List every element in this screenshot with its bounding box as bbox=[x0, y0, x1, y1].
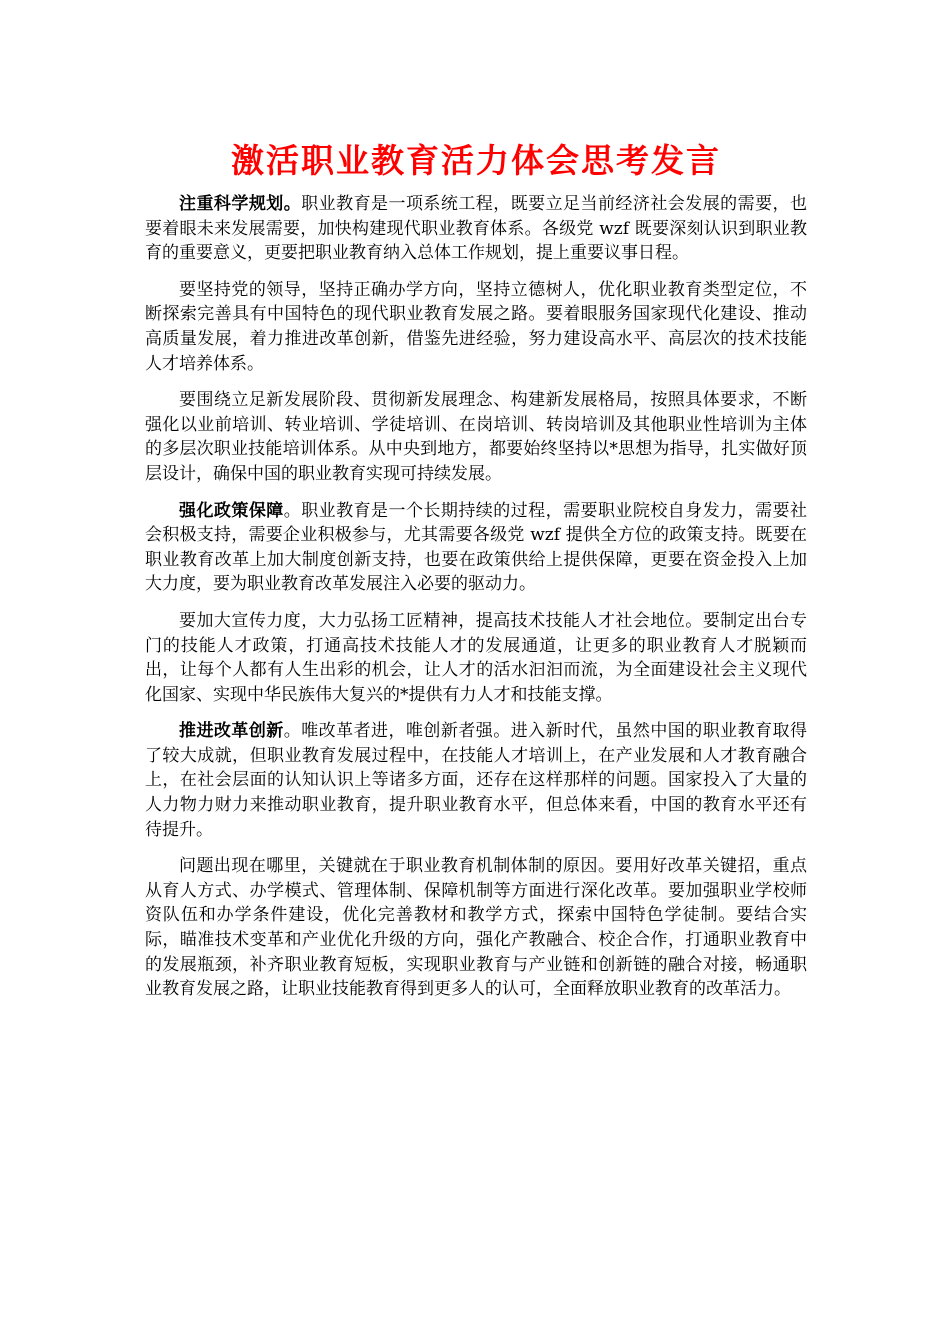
paragraph-1 bbox=[145, 192, 807, 266]
paragraph-text-4: 。职业教育是一个长期持续的过程，需要职业院校自身发力，需要社会积极支持，需要企业积极参与，尤其需要各级党 wzf 提供全方位的政策支持。既要在职业教育改革上加大制度创新支持，也要在政策供给上提供保障，更要在资金投入上加大力度，要为职业教育改革发展注入必要的驱动力。 bbox=[145, 500, 808, 595]
paragraph-2 bbox=[145, 278, 807, 376]
paragraph-text-7: 问题出现在哪里，关键就在于职业教育机制体制的原因。要用好改革关键招，重点从育人方式、办学模式、管理体制、保障机制等方面进行深化改革。要加强职业学校师资队伍和办学条件建设，优化完善教材和教学方式，探索中国特色学徒制。要结合实际，瞄准技术变革和产业优化升级的方向，强化产教融合、校企合作，打通职业教育中的发展瓶颈，补齐职业教育短板，实现职业教育与产业链和创新链的融合对接，畅通职业教育发展之路，让职业技能教育得到更多人的认可，全面释放职业教育的改革活力。 bbox=[145, 856, 807, 1000]
document-page bbox=[145, 136, 807, 1014]
paragraph-lead-6: 推进改革创新 bbox=[179, 721, 284, 742]
paragraph-text-3: 要围绕立足新发展阶段、贯彻新发展理念、构建新发展格局，按照具体要求，不断强化以业前培训、转业培训、学徒培训、在岗培训、转岗培训及其他职业性培训为主体的多层次职业技能培训体系。从中央到地方，都要始终坚持以*思想为指导，扎实做好顶层设计，确保中国的职业教育实现可持续发展。 bbox=[145, 390, 807, 484]
paragraph-3 bbox=[145, 388, 807, 486]
paragraph-7 bbox=[145, 854, 807, 1002]
paragraph-6 bbox=[145, 719, 807, 842]
paragraph-text-1: 职业教育是一项系统工程，既要立足当前经济社会发展的需要，也要着眼未来发展需要，加快构建现代职业教育体系。各级党 wzf 既要深刻认识到职业教育的重要意义，更要把职业教育纳入总体工作规划，提上重要议事日程。 bbox=[145, 194, 808, 264]
paragraph-lead-1: 注重科学规划。 bbox=[179, 194, 302, 214]
paragraph-text-5: 要加大宣传力度，大力弘扬工匠精神，提高技术技能人才社会地位。要制定出台专门的技能人才政策，打通高技术技能人才的发展通道，让更多的职业教育人才脱颖而出，让每个人都有人生出彩的机会，让人才的活水汩汩而流，为全面建设社会主义现代化国家、实现中华民族伟大复兴的*提供有力人才和技能支撑。 bbox=[145, 610, 807, 705]
paragraph-text-6: 。唯改革者进，唯创新者强。进入新时代，虽然中国的职业教育取得了较大成就，但职业教育发展过程中，在技能人才培训上，在产业发展和人才教育融合上，在社会层面的认知认识上等诸多方面，还存在这样那样的问题。国家投入了大量的人力物力财力来推动职业教育，提升职业教育水平，但总体来看，中国的教育水平还有待提升。 bbox=[145, 721, 808, 840]
paragraph-text-2: 要坚持党的领导，坚持正确办学方向，坚持立德树人，优化职业教育类型定位，不断探索完善具有中国特色的现代职业教育发展之路。要着眼服务国家现代化建设、推动高质量发展，着力推进改革创新，借鉴先进经验，努力建设高水平、高层次的技术技能人才培养体系。 bbox=[145, 279, 807, 374]
paragraph-4 bbox=[145, 499, 807, 597]
document-title: 激活职业教育活力体会思考发言 bbox=[231, 141, 721, 180]
paragraph-lead-4: 强化政策保障 bbox=[179, 500, 284, 521]
paragraph-5 bbox=[145, 609, 807, 707]
